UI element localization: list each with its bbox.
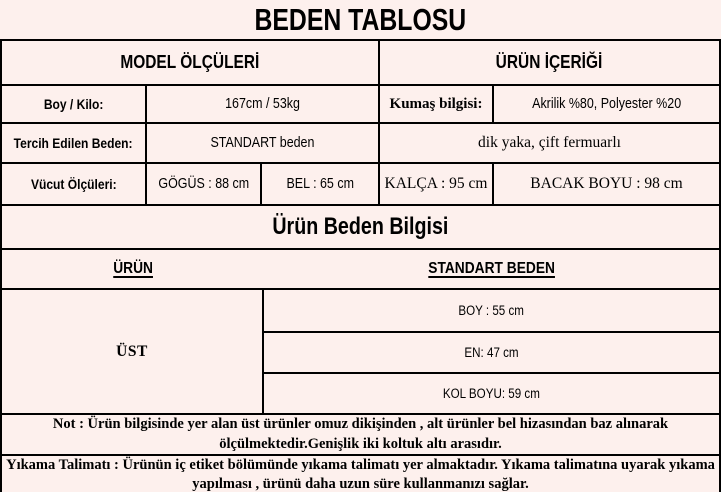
vucut-label: Vücut Ölçüleri: bbox=[2, 164, 147, 204]
gogus-value: GÖGÜS : 88 cm bbox=[147, 164, 262, 204]
measurement-rows bbox=[264, 290, 719, 413]
page-title: BEDEN TABLOSU bbox=[254, 1, 467, 37]
size-table bbox=[0, 39, 721, 492]
urun-column-header: ÜRÜN bbox=[113, 260, 153, 277]
measurement-note-band bbox=[2, 413, 719, 454]
kalca-value: KALÇA : 95 cm bbox=[380, 164, 494, 204]
product-measurements bbox=[2, 288, 719, 413]
kumas-value: Akrilik %80, Polyester %20 bbox=[531, 96, 681, 112]
bacak-value: BACAK BOYU : 98 cm bbox=[530, 175, 683, 192]
beden-label: Tercih Edilen Beden: bbox=[2, 124, 147, 162]
measurement-note: Not : Ürün bilgisinde yer alan üst ürünler omuz dikişinden , alt ürünler bel hizasından baz alınarak ölçülmektedir.Genişlik iki koltuk altı arasıdır. bbox=[52, 416, 669, 452]
kumas-label: Kumaş bilgisi: bbox=[380, 86, 494, 122]
size-info-title: Ürün Beden Bilgisi bbox=[272, 213, 449, 240]
product-name-cell: ÜST bbox=[2, 290, 264, 413]
size-info-title-band bbox=[2, 204, 719, 248]
icerik-value: dik yaka, çift fermuarlı bbox=[478, 134, 621, 151]
beden-value: STANDART beden bbox=[147, 124, 380, 162]
row-boy-kilo bbox=[2, 84, 719, 122]
boy-kilo-value: 167cm / 53kg bbox=[147, 86, 380, 122]
model-olculeri-header: MODEL ÖLÇÜLERİ bbox=[2, 41, 380, 84]
row-vucut bbox=[2, 162, 719, 204]
size-header-row bbox=[2, 248, 719, 288]
measurement-en: EN: 47 cm bbox=[264, 331, 719, 371]
wash-note: Yıkama Talimatı : Ürünün iç etiket bölümünde yıkama talimatı yer almaktadır. Yıkama talimatına uyarak yıkama yapılması , ürünü daha uzun süre kullanmanızı sağlar. bbox=[6, 456, 715, 492]
wash-note-band bbox=[2, 454, 719, 492]
model-header-row bbox=[2, 41, 719, 84]
urun-icerigi-header: ÜRÜN İÇERİĞİ bbox=[496, 52, 603, 72]
row-beden bbox=[2, 122, 719, 162]
standart-beden-column-header: STANDART BEDEN bbox=[428, 260, 555, 277]
boy-kilo-label: Boy / Kilo: bbox=[2, 86, 147, 122]
measurement-boy: BOY : 55 cm bbox=[458, 303, 525, 319]
bel-value: BEL : 65 cm bbox=[262, 164, 380, 204]
page-title-band bbox=[0, 0, 721, 39]
measurement-kol-boyu: KOL BOYU: 59 cm bbox=[264, 372, 719, 413]
